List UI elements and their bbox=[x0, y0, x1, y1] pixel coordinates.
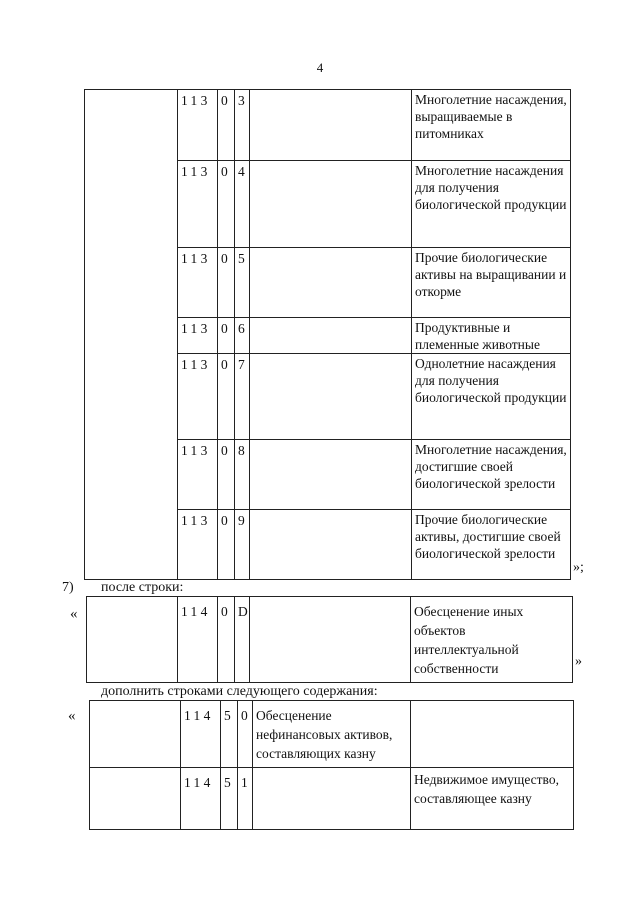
close-quote: » bbox=[575, 654, 582, 669]
supplement-text: дополнить строками следующего содержания: bbox=[101, 684, 378, 699]
item-text: после строки: bbox=[101, 580, 184, 595]
table-item7 bbox=[86, 596, 573, 683]
code-cell: 114 bbox=[181, 701, 221, 768]
empty-cell bbox=[250, 597, 411, 683]
page-number: 4 bbox=[316, 60, 324, 75]
digit-cell: 0 bbox=[218, 90, 235, 161]
code-cell: 113 bbox=[178, 510, 218, 580]
open-quote: « bbox=[68, 708, 76, 724]
blank-cell bbox=[90, 701, 181, 768]
empty-cell bbox=[250, 440, 412, 510]
empty-cell bbox=[250, 354, 412, 440]
code-cell: 113 bbox=[178, 90, 218, 161]
digit-cell: 4 bbox=[235, 161, 250, 248]
item-number: 7) bbox=[62, 580, 74, 595]
empty-cell bbox=[250, 510, 412, 580]
name-cell: Продуктивные и племенные животные bbox=[412, 318, 571, 354]
table-row bbox=[90, 768, 574, 830]
digit-cell: 0 bbox=[218, 510, 235, 580]
name-cell bbox=[411, 701, 574, 768]
digit-cell: 0 bbox=[218, 354, 235, 440]
code-cell: 113 bbox=[178, 318, 218, 354]
digit-cell: 3 bbox=[235, 90, 250, 161]
table-row bbox=[90, 701, 574, 768]
name-cell: Прочие биологические активы на выращивании и откорме bbox=[412, 248, 571, 318]
code-cell: 114 bbox=[178, 597, 218, 683]
digit-cell: 0 bbox=[218, 161, 235, 248]
digit-cell: 1 bbox=[238, 768, 253, 830]
name-cell: Недвижимое имущество, составляющее казну bbox=[411, 768, 574, 830]
empty-cell bbox=[250, 248, 412, 318]
code-cell: 114 bbox=[181, 768, 221, 830]
name-cell: Многолетние насаждения, достигшие своей биологической зрелости bbox=[412, 440, 571, 510]
table-biological-assets bbox=[84, 89, 571, 580]
digit-cell: 9 bbox=[235, 510, 250, 580]
digit-cell: 0 bbox=[218, 597, 235, 683]
digit-cell: 5 bbox=[221, 768, 238, 830]
blank-cell bbox=[87, 597, 178, 683]
blank-cell bbox=[85, 90, 178, 580]
open-quote: « bbox=[70, 606, 78, 622]
name-cell: Прочие биологические активы, достигшие своей биологической зрелости bbox=[412, 510, 571, 580]
digit-cell: 7 bbox=[235, 354, 250, 440]
empty-cell bbox=[250, 318, 412, 354]
closing-quote: »; bbox=[573, 560, 584, 575]
code-cell: 113 bbox=[178, 248, 218, 318]
name-cell: Обесценение иных объектов интеллектуальной собственности bbox=[411, 597, 573, 683]
table-row bbox=[87, 597, 573, 683]
blank-cell bbox=[90, 768, 181, 830]
empty-cell bbox=[250, 90, 412, 161]
digit-cell: 0 bbox=[218, 248, 235, 318]
name-cell: Многолетние насаждения, выращиваемые в питомниках bbox=[412, 90, 571, 161]
digit-cell: 5 bbox=[221, 701, 238, 768]
table-supplement bbox=[89, 700, 574, 830]
digit-cell: D bbox=[235, 597, 250, 683]
empty-cell bbox=[250, 161, 412, 248]
name-cell: Многолетние насаждения для получения биологической продукции bbox=[412, 161, 571, 248]
code-cell: 113 bbox=[178, 354, 218, 440]
code-cell: 113 bbox=[178, 440, 218, 510]
digit-cell: 5 bbox=[235, 248, 250, 318]
digit-cell: 6 bbox=[235, 318, 250, 354]
digit-cell: 0 bbox=[218, 440, 235, 510]
description-cell bbox=[253, 768, 411, 830]
code-cell: 113 bbox=[178, 161, 218, 248]
description-cell: Обесценение нефинансовых активов, составляющих казну bbox=[253, 701, 411, 768]
table-row bbox=[85, 90, 571, 161]
digit-cell: 0 bbox=[218, 318, 235, 354]
digit-cell: 0 bbox=[238, 701, 253, 768]
name-cell: Однолетние насаждения для получения биологической продукции bbox=[412, 354, 571, 440]
digit-cell: 8 bbox=[235, 440, 250, 510]
